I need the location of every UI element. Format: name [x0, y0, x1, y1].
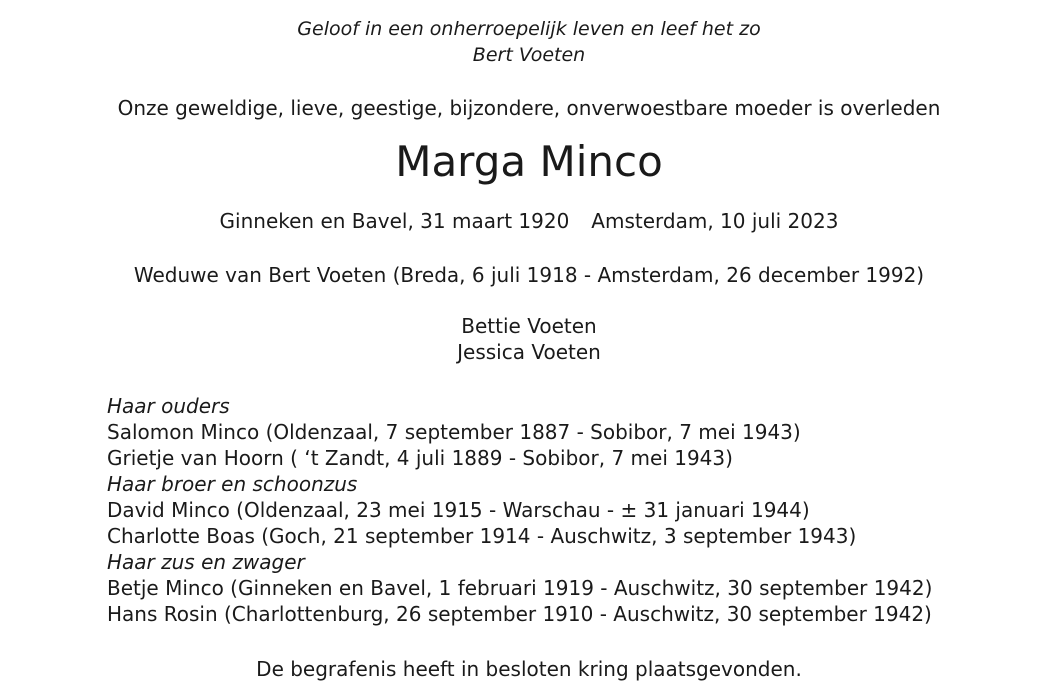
deceased-name-heading	[0, 134, 1058, 190]
parents-heading: Haar ouders	[107, 394, 230, 418]
family-list	[107, 393, 932, 627]
family-member: Salomon Minco (Oldenzaal, 7 september 1887 - Sobibor, 7 mei 1943)	[107, 420, 801, 444]
brother-heading: Haar broer en schoonzus	[107, 472, 358, 496]
family-member: David Minco (Oldenzaal, 23 mei 1915 - Warschau - ± 31 januari 1944)	[107, 498, 810, 522]
deceased-name: Marga Minco	[395, 137, 663, 186]
funeral-line: De begrafenis heeft in besloten kring plaatsgevonden.	[256, 657, 802, 681]
death-date: Amsterdam, 10 juli 2023	[591, 209, 839, 233]
announcement-line: Onze geweldige, lieve, geestige, bijzondere, onverwoestbare moeder is overleden	[117, 96, 941, 120]
child-name: Jessica Voeten	[457, 340, 601, 364]
sister-heading: Haar zus en zwager	[107, 550, 305, 574]
widow-statement	[0, 261, 1058, 289]
children-list	[0, 313, 1058, 365]
announcement-text	[0, 94, 1058, 122]
family-member: Hans Rosin (Charlottenburg, 26 september 1910 - Auschwitz, 30 september 1942)	[107, 602, 932, 626]
quote-author: Bert Voeten	[472, 44, 586, 66]
child-name: Bettie Voeten	[461, 314, 597, 338]
quote-text: Geloof in een onherroepelijk leven en leef het zo	[297, 18, 761, 40]
epigraph-quote	[0, 16, 1058, 68]
life-dates	[0, 207, 1058, 235]
funeral-notice	[0, 655, 1058, 683]
family-member: Betje Minco (Ginneken en Bavel, 1 februari 1919 - Auschwitz, 30 september 1942)	[107, 576, 933, 600]
family-member: Grietje van Hoorn ( ‘t Zandt, 4 juli 1889 - Sobibor, 7 mei 1943)	[107, 446, 733, 470]
life-dates-line	[0, 207, 1058, 235]
family-member: Charlotte Boas (Goch, 21 september 1914 - Auschwitz, 3 september 1943)	[107, 524, 857, 548]
widow-line: Weduwe van Bert Voeten (Breda, 6 juli 1918 - Amsterdam, 26 december 1992)	[133, 263, 925, 287]
birth-date: Ginneken en Bavel, 31 maart 1920	[219, 209, 570, 233]
